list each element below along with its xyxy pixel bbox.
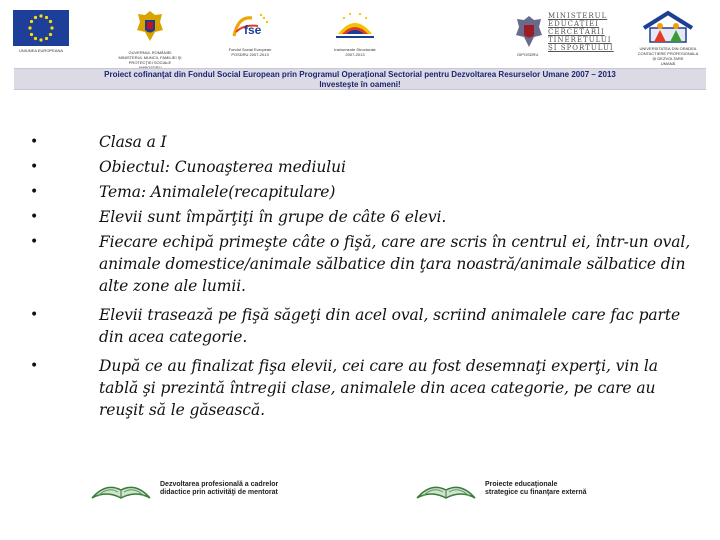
bullet-text: Clasa a I	[99, 133, 167, 151]
bullet-text: Fiecare echipă primeşte câte o fişă, care are scris în centrul ei, într-un oval, animale domestice/animale sălbatice din ţara noastră/animale sălbatice din alte zone ale lumii.	[99, 233, 691, 295]
ministry-crest-icon	[515, 15, 543, 49]
ungr-caption-4: UMANĂ	[660, 61, 676, 66]
government-logo	[118, 10, 182, 70]
government-caption-1: GUVERNUL ROMÂNIEI	[128, 50, 172, 55]
ministry-text-3: CERCETĂRII	[548, 28, 605, 36]
instrumente-structurale-icon	[332, 10, 378, 44]
bullet-text: După ce au finalizat fişa elevii, cei care au fost desemnaţi experţi, vin la tablă şi prezintă întregii clase, animalele din acea categorie, pe care au reuşit să le găsească.	[99, 357, 658, 419]
government-caption-2: MINISTERUL MUNCII, FAMILIEI ŞI	[118, 55, 182, 60]
eu-caption: UNIUNEA EUROPEANA	[18, 48, 63, 53]
lesson-bullet-list	[30, 131, 700, 424]
list-item	[30, 181, 700, 203]
footer-left-line-1: Dezvoltarea profesională a cadrelor	[160, 481, 279, 488]
banner-line-2: Investeşte în oameni!	[319, 80, 401, 89]
list-item	[30, 131, 700, 153]
ungr-caption-2: CONTACTIERE PROFESIONALA	[637, 51, 699, 56]
ministry-logo	[515, 12, 633, 57]
footer-right-line-2: strategice cu finanţare externă	[485, 489, 587, 496]
instrumente-structurale-logo	[324, 10, 386, 57]
list-item	[30, 156, 700, 178]
instrumente-caption-2: 2007-2013	[345, 52, 365, 57]
fse-logo	[220, 10, 280, 57]
ungr-caption-1: UNIVERSITATEA DIN ORADEA	[639, 46, 697, 51]
footer-left	[90, 476, 278, 502]
ministry-text-5: ŞI SPORTULUI	[548, 44, 614, 52]
ministry-text-1: MINISTERUL	[548, 12, 608, 20]
eu-flag-icon	[13, 10, 69, 46]
open-book-icon	[90, 476, 152, 502]
bullet-icon: •	[30, 134, 39, 150]
svg-text:fse: fse	[244, 23, 262, 37]
bullet-icon: •	[30, 307, 39, 323]
bullet-text: Obiectul: Cunoaşterea mediului	[99, 158, 346, 176]
ministry-caption: OIPOSDRU	[517, 52, 539, 57]
list-item	[30, 304, 700, 348]
footer-right-line-1: Proiecte educaţionale	[485, 481, 558, 488]
bullet-text: Elevii trasează pe fişă săgeţi din acel oval, scriind animalele care fac parte din acea categorie.	[99, 306, 681, 346]
bullet-icon: •	[30, 234, 39, 250]
bullet-icon: •	[30, 358, 39, 374]
government-caption-3: PROTECŢIEI SOCIALE	[128, 60, 172, 65]
fse-caption-2: POSDRU 2007-2013	[231, 52, 269, 57]
bullet-text: Tema: Animalele(recapitulare)	[99, 183, 336, 201]
ministry-text-4: TINERETULUI	[548, 36, 612, 44]
bullet-text: Elevii sunt împărţiţi în grupe de câte 6 elevi.	[99, 208, 447, 226]
fse-logo-icon	[228, 10, 272, 44]
banner-line-1: Proiect cofinanţat din Fondul Social European prin Programul Operaţional Sectorial pentru Dezvoltarea Resurselor Umane 2007 – 2013	[104, 70, 616, 79]
instrumente-caption-1: Instrumente Structurale	[334, 47, 376, 52]
footer-right	[415, 476, 587, 502]
list-item	[30, 355, 700, 421]
ministry-text-2: EDUCAŢIEI	[548, 20, 599, 28]
bullet-icon: •	[30, 184, 39, 200]
project-banner	[14, 68, 706, 90]
fse-caption-1: Fondul Social European	[228, 47, 272, 52]
footer-left-line-2: didactice prin activităţi de mentorat	[160, 489, 278, 496]
romanian-crest-icon	[135, 10, 165, 42]
list-item	[30, 231, 700, 297]
ungr-logo	[622, 10, 714, 66]
school-house-icon	[638, 10, 698, 44]
ungr-caption-3: ŞI DEZVOLTARE	[652, 56, 684, 61]
open-book-icon	[415, 476, 477, 502]
eu-logo	[10, 10, 72, 53]
bullet-icon: •	[30, 159, 39, 175]
bullet-icon: •	[30, 209, 39, 225]
list-item	[30, 206, 700, 228]
